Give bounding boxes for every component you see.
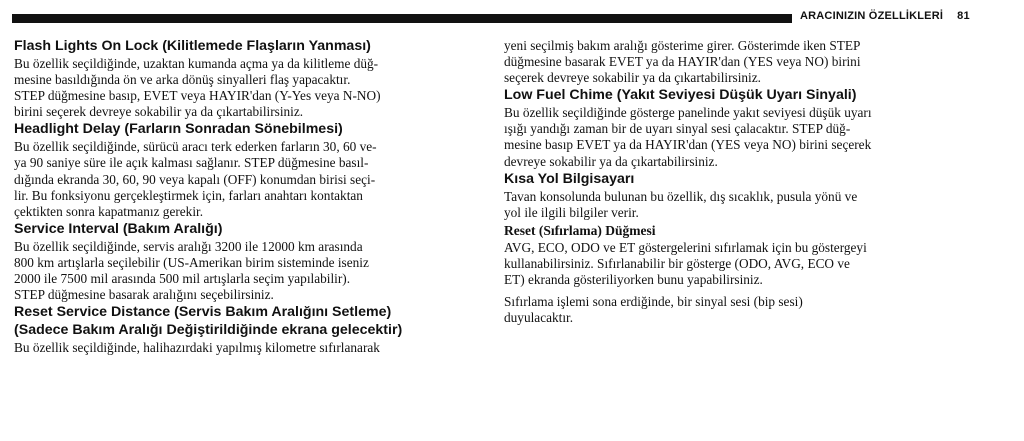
continued-text (504, 38, 970, 86)
section-heading-service-interval: Service Interval (Bakım Aralığı) (14, 220, 223, 237)
section-body-reset-button (504, 240, 970, 288)
text-line: 2000 ile 7500 mil arasında 500 mil artışlarla seçim yapılabilir). (14, 271, 351, 287)
right-column (504, 38, 970, 327)
text-line: Bu özellik seçildiğinde gösterge panelinde yakıt seviyesi düşük uyarı (504, 105, 872, 121)
section-body-low-fuel-chime (504, 105, 970, 169)
text-line: ET) ekranda gösteriliyorken bunu yapabilirsiniz. (504, 272, 763, 288)
section-body-service-interval (14, 239, 478, 303)
text-line: Bu özellik seçildiğinde, sürücü aracı terk ederken farların 30, 60 ve- (14, 139, 377, 155)
text-line: birini seçerek devreye sokabilir ya da çıkartabilirsiniz. (14, 104, 304, 120)
text-line: Bu özellik seçildiğinde, servis aralığı 3200 ile 12000 km arasında (14, 238, 363, 254)
text-line: STEP düğmesine basarak aralığını seçebilirsiniz. (14, 287, 274, 303)
section-low-fuel-chime (504, 87, 970, 169)
section-trip-computer (504, 171, 970, 221)
text-line: 800 km artışlarla seçilebilir (US-Amerikan birim sisteminde iseniz (14, 254, 369, 270)
section-headlight-delay (14, 121, 478, 219)
text-line: Bu özellik seçildiğinde, uzaktan kumanda açma ya da kilitleme düğ- (14, 56, 379, 71)
page-number: 81 (957, 10, 970, 22)
left-column (14, 38, 478, 357)
text-line: Sıfırlama işlemi sona erdiğinde, bir sinyal sesi (bip sesi) (504, 294, 803, 310)
text-line: çektikten sonra kapatmanız gerekir. (14, 203, 204, 219)
text-line: lir. Bu fonksiyonu gerçekleştirmek için, farları anahtarı kontaktan (14, 187, 363, 203)
section-body-reset-button-note (504, 294, 970, 326)
text-line: duyulacaktır. (504, 310, 574, 326)
section-body-trip-computer (504, 189, 970, 221)
section-body-flash-lights (14, 56, 478, 120)
text-line: Tavan konsolunda bulunan bu özellik, dış sıcaklık, pusula yönü ve (504, 188, 858, 204)
header-bar (12, 14, 792, 23)
text-line: düğmesine basarak EVET ya da HAYIR'dan (YES veya NO) birini (504, 54, 861, 70)
section-heading-reset-button: Reset (Sıfırlama) Düğmesi (504, 222, 656, 238)
section-heading-reset-service-distance: Reset Service Distance (Servis Bakım Aralığını Setleme) (14, 304, 392, 321)
text-line: kullanabilirsiniz. Sıfırlanabilir bir gösterge (ODO, AVG, ECO ve (504, 255, 850, 271)
section-body-headlight-delay (14, 139, 478, 219)
section-heading-flash-lights: Flash Lights On Lock (Kilitlemede Flaşların Yanması) (14, 38, 371, 54)
text-line: ya 90 saniye süre ile açık kalması sağlanır. STEP düğmesine basıl- (14, 155, 369, 171)
text-line: AVG, ECO, ODO ve ET göstergelerini sıfırlamak için bu göstergeyi (504, 239, 867, 255)
text-line: Bu özellik seçildiğinde, halihazırdaki yapılmış kilometre sıfırlanarak (14, 340, 380, 356)
header-title: ARACINIZIN ÖZELLİKLERİ (800, 10, 944, 22)
text-line: mesine basıldığında ön ve arka dönüş sinyalleri flaş yapacaktır. (14, 72, 351, 88)
text-line: seçerek devreye sokabilir ya da çıkartabilirsiniz. (504, 70, 761, 86)
text-line: yeni seçilmiş bakım aralığı gösterime girer. Gösterimde iken STEP (504, 38, 861, 53)
section-flash-lights (14, 38, 478, 120)
text-line: mesine basıp EVET ya da HAYIR'dan (YES veya NO) birini seçerek (504, 137, 872, 153)
section-heading-low-fuel-chime: Low Fuel Chime (Yakıt Seviyesi Düşük Uyarı Sinyali) (504, 87, 857, 104)
section-reset-button (504, 222, 970, 326)
text-line: STEP düğmesine basıp, EVET veya HAYIR'dan (Y-Yes veya N-NO) (14, 88, 381, 104)
section-heading-trip-computer: Kısa Yol Bilgisayarı (504, 170, 635, 187)
page-header (800, 10, 970, 22)
section-service-interval (14, 221, 478, 303)
text-line: dığında ekranda 30, 60, 90 veya kapalı (OFF) konumdan birisi seçi- (14, 171, 376, 187)
section-subheading-reset-service-distance: (Sadece Bakım Aralığı Değiştirildiğinde ekrana gelecektir) (14, 322, 403, 339)
text-line: ışığı yandığı zaman bir de uyarı sinyal sesi çalacaktır. STEP düğ- (504, 121, 851, 137)
text-line: yol ile ilgili bilgiler verir. (504, 204, 639, 220)
section-heading-headlight-delay: Headlight Delay (Farların Sonradan Sönebilmesi) (14, 121, 343, 138)
section-reset-service-distance (14, 304, 478, 356)
section-body-reset-service-distance (14, 340, 478, 356)
text-line: devreye sokabilir ya da çıkartabilirsiniz. (504, 153, 718, 169)
